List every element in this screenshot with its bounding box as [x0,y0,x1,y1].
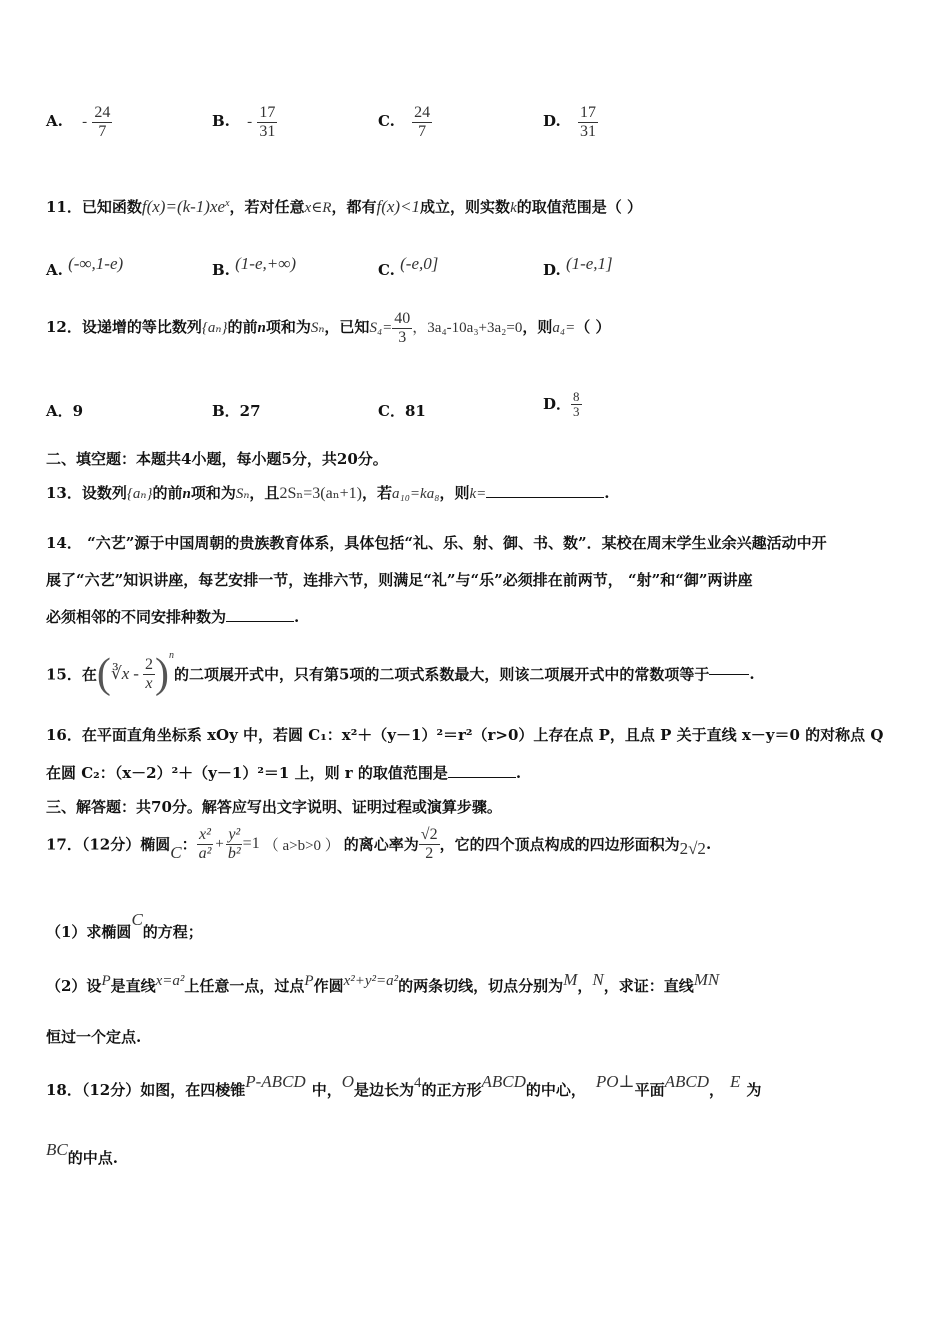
q15-stem: 15．在 ( ∛x - $\frac{2}{x}$ ) $^n$ 的二项展开式中，只有第5项的二项式系数最大，则该二项展开式中的常数项等于 . [46,650,755,697]
q10-option-c[interactable]: C. $\frac{24}{7}$ [378,104,431,140]
q18-stem: 18．（12分）如图，在四棱锥P-ABCD 中，O是边长为4的正方形ABCD的中心， PO⊥平面ABCD， E 为 [46,1072,762,1099]
q12-d-fraction: $\frac{8}{3}$ [573,389,580,420]
q11-option-b[interactable]: B. (1-e,+∞) [212,254,297,279]
q12-s4-fraction: $\frac{40}{3}$ [394,310,411,346]
q10-b-fraction: $\frac{17}{31}$ [259,104,276,140]
q12-option-a[interactable]: A．9 [46,402,84,420]
section-fill-in-title: 二、填空题：本题共4小题，每小题5分，共20分。 [46,450,388,468]
q16-line-1: 16．在平面直角坐标系 xOy 中，若圆 C₁：x²＋（y－1）²＝r²（r>0）上存在点 P，且点 P 关于直线 x－y＝0 的对称点 Q [46,726,884,744]
q17-part-1: （1）求椭圆C的方程； [46,910,203,941]
q17-x-fraction: $\frac{\text{x²}}{\text{a²}}$ [198,826,212,862]
q16-line-2: 在圆 C₂：（x－2）²＋（y－1）²＝1 上，则 r 的取值范围是 . [46,764,522,782]
q12-option-d[interactable]: D． $\frac{8}{3}$ [543,389,580,420]
q12-option-c[interactable]: C．81 [378,402,426,420]
q17-stem: 17．（12分）椭圆C： $\frac{\text{x²}}{\text{a²}}$ + $\frac{\text{y²}}{\text{b²}}$ =1 （ a>b>0 ） 的离心率为 $\frac{√2}{2}$ ，它的四个顶点构成的四边形面积为2√2. [46,826,712,863]
q14-line-1: 14． “六艺”源于中国周朝的贵族教育体系，具体包括“礼、乐、射、御、书、数”．某校在周末学生业余兴趣活动中开 [46,534,827,552]
q14-answer-blank[interactable] [226,621,294,622]
q10-option-b[interactable]: B. - $\frac{17}{31}$ [212,104,276,140]
q12-option-b[interactable]: B．27 [212,402,261,420]
q11-option-d[interactable]: D. (1-e,1] [543,254,613,279]
q13-answer-blank[interactable] [486,497,604,498]
q11-option-c[interactable]: C. (-e,0] [378,254,439,279]
q15-expression: ( ∛x - $\frac{2}{x}$ ) $^n$ [96,650,174,697]
q17-part-2: （2）设P是直线x=a²上任意一点，过点P作圆x²+y²=a²的两条切线，切点分别为M，N，求证：直线MN [46,970,720,995]
q17-y-fraction: $\frac{\text{y²}}{\text{b²}}$ [227,826,241,862]
q10-d-fraction: $\frac{17}{31}$ [579,104,596,140]
q16-answer-blank[interactable] [448,777,516,778]
q13-stem: 13．设数列{aₙ}的前n项和为Sₙ，且2Sₙ=3(aₙ+1)，若a₁₀=ka₈，则k= . [46,484,610,502]
q12-stem: 12．设递增的等比数列{aₙ}的前n项和为Sₙ，已知S₄= $\frac{40}{3}$ ，3a₄-10a₃+3a₂=0，则a₄=（ ） [46,310,611,346]
q11-stem: 11．已知函数$f(x)=(k-1)xe^x$，若对任意x∈R，都有f(x)<1成立，则实数k的取值范围是（ ） [46,197,642,216]
q10-c-fraction: $\frac{24}{7}$ [414,104,431,140]
q15-answer-blank[interactable] [709,674,749,675]
q14-line-2: 展了“六艺”知识讲座，每艺安排一节，连排六节，则满足“礼”与“乐”必须排在前两节， “射”和“御”两讲座 [46,571,753,589]
q18-line-2: BC的中点. [46,1140,118,1167]
q10-option-a[interactable]: A. - $\frac{24}{7}$ [46,104,111,140]
q17-part-2-line-2: 恒过一个定点. [46,1028,142,1046]
q11-option-a[interactable]: A. (-∞,1-e) [46,254,124,279]
section-solution-title: 三、解答题：共70分。解答应写出文字说明、证明过程或演算步骤。 [46,798,502,816]
q14-line-3: 必须相邻的不同安排种数为 . [46,608,300,626]
q10-a-fraction: $\frac{24}{7}$ [94,104,111,140]
q17-eccentricity: $\frac{√2}{2}$ [420,826,438,862]
q10-option-d[interactable]: D. $\frac{17}{31}$ [543,104,596,140]
